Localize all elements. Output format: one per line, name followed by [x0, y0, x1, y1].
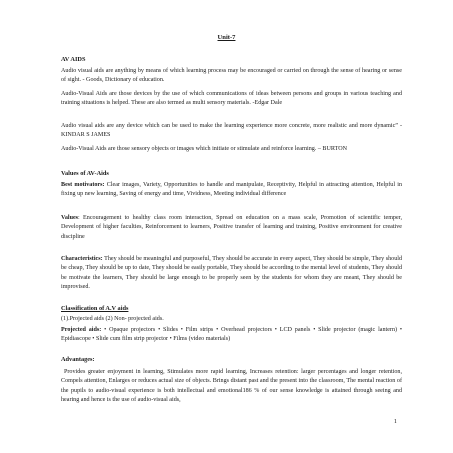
characteristics-label: Characteristics: — [61, 256, 103, 262]
characteristics-paragraph — [61, 255, 402, 293]
definition-goods: Audio visual aids are anything by means of which learning process may be encouraged or carried on through the sense of hearing or sense of sight. - Goods, Dictionary of education. — [61, 68, 402, 84]
unit-title: Unit-7 — [217, 34, 236, 41]
values-text: : Encouragement to healthy class room interaction, Spread on education on a mass scale, Promotion of scientific temper, Development of higher faculties, Reinforcement to learners, Positive transfer of learning and training, Positive environment for creative discipline — [61, 215, 402, 240]
values-paragraph — [61, 214, 402, 242]
values-heading: Values of AV-Aids — [61, 170, 109, 177]
classification-heading: Classification of A.V aids — [61, 305, 129, 312]
projected-aids-text: • Opaque projectors • Slides • Film strips • Overhead projectors • LCD panels • Slide projector (magic lantern) • Epidiascope • Slide cum film strip projector • Films (video materials) — [61, 327, 403, 343]
advantages-heading: Advantages: — [61, 356, 95, 363]
best-motivators-text: Clear images, Variety, Opportunities to handle and manipulate, Receptivity, Helpful in attracting attention, Helpful in fixing up new learning, Saving of energy and time, Vividness, Meeting individual difference — [61, 182, 402, 198]
values-label: Values — [61, 215, 79, 221]
characteristics-text: They should be meaningful and purposeful, They should be accurate in every aspect, They should be simple, They should be cheap, They should be up to date, They should be easily portable, They should be according to the mental level of students, They should be motivate the learners, They should be large enough to be properly seen by the students for whom they are meant, They should be improvised. — [61, 256, 402, 291]
classification-text: (1).Projected aids (2) Non- projected aids. — [61, 316, 164, 322]
page-number: 1 — [393, 418, 397, 425]
projected-aids-label: Projected aids: — [61, 327, 102, 333]
av-aids-heading: AV AIDS — [61, 56, 86, 63]
definition-dale: Audio-Visual Aids are those devices by the use of which communications of ideas between persons and groups in various teaching and training situations is helped. These are also termed as multi sensory materials. -Edgar Dale — [61, 91, 402, 107]
best-motivators-label: Best motivators: — [61, 182, 105, 188]
definition-james: Audio visual aids are any device which can be used to make the learning experience more concrete, more realistic and more dynamic” -KINDAR S JAMES — [61, 123, 402, 139]
definition-burton: Audio-Visual Aids are those sensory objects or images which initiate or stimulate and reinforce learning. – BURTON — [61, 146, 348, 152]
advantages-paragraph: Provides greater enjoyment in learning, Stimulates more rapid learning, Increases retention: larger percentages and longer retention, Compels attention, Enlarges or reduces actual size of objects. Brings distant past and the present into the classroom, The mental reaction of the pupils to audio-visual experience is both intellectual and emotional186 % of our sense knowledge is attained through seeing and hearing and hence is the use of audio-visual aids, — [61, 369, 402, 404]
best-motivators-paragraph — [61, 181, 402, 200]
projected-aids-paragraph — [61, 326, 402, 345]
